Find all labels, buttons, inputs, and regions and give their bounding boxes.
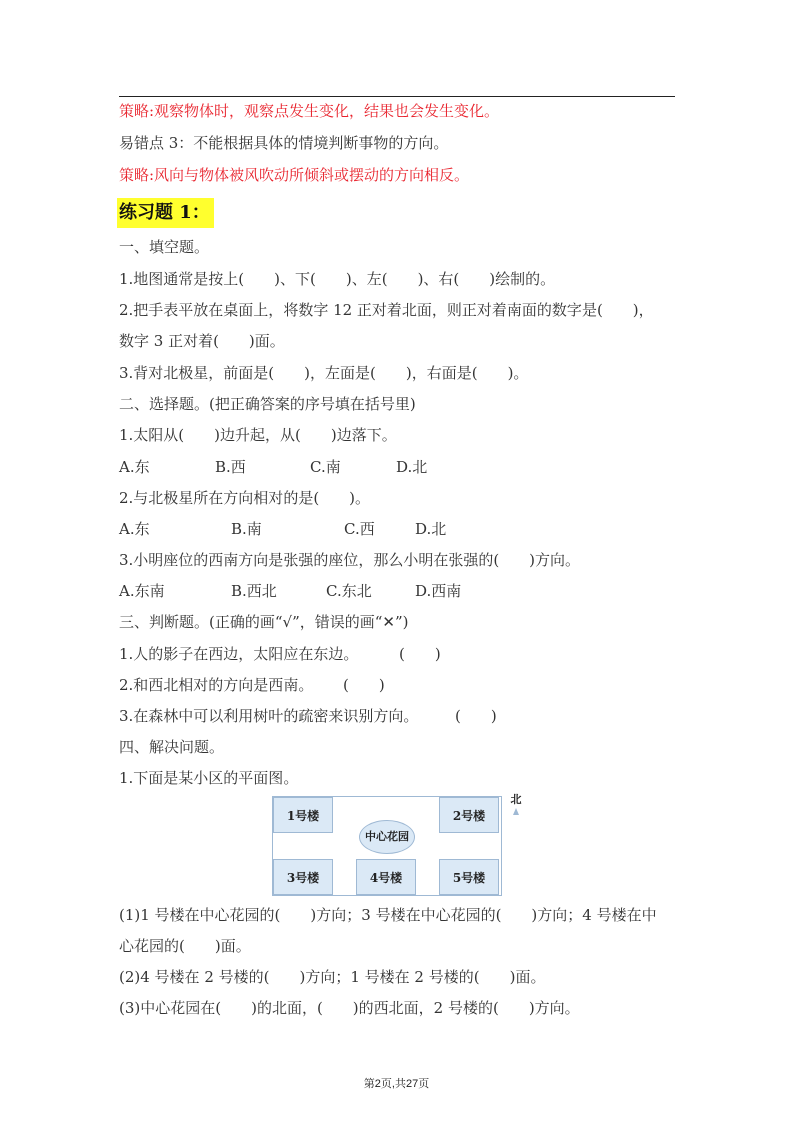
choice-q1-option-d: D.北: [396, 458, 428, 476]
problem-sub2: (2)4 号楼在 2 号楼的( )方向；1 号楼在 2 号楼的( )面。: [119, 968, 546, 986]
page-number: 第2页,共27页: [363, 1078, 430, 1090]
fill-q1: 1.地图通常是按上( )、下( )、左( )、右( )绘制的。: [119, 270, 556, 288]
fill-q2-line1: 2.把手表平放在桌面上，将数字 12 正对着北面，则正对着南面的数字是( )，: [119, 301, 654, 319]
choice-q3-option-a: A.东南: [119, 582, 165, 600]
choice-q2-option-c: C.西: [344, 520, 375, 538]
choice-q2-options: [119, 519, 519, 539]
building-3: 3号楼: [273, 859, 333, 895]
section-3-title: 三、判断题。(正确的画“√”，错误的画“✕”): [119, 613, 409, 631]
problem-sub3: (3)中心花园在( )的北面，( )的西北面，2 号楼的( )方向。: [119, 999, 580, 1017]
choice-q1-option-b: B.西: [215, 458, 246, 476]
choice-q3-option-d: D.西南: [415, 582, 462, 600]
choice-q2: 2.与北极星所在方向相对的是( )。: [119, 489, 371, 507]
building-2: 2号楼: [439, 797, 499, 833]
north-label: 北: [510, 793, 522, 806]
judge-q2: 2.和西北相对的方向是西南。: [119, 676, 314, 694]
problem-sub1-line2: 心花园的( )面。: [119, 937, 251, 955]
choice-q1-options: [119, 457, 519, 477]
building-1: 1号楼: [273, 797, 333, 833]
choice-q3-option-b: B.西北: [231, 582, 277, 600]
section-4-title: 四、解决问题。: [119, 738, 225, 756]
choice-q1-option-a: A.东: [119, 458, 150, 476]
judge-q3: 3.在森林中可以利用树叶的疏密来识别方向。: [119, 707, 419, 725]
judge-q1: 1.人的影子在西边，太阳应在东边。: [119, 645, 359, 663]
choice-q2-option-b: B.南: [231, 520, 262, 538]
north-indicator: [506, 794, 526, 815]
choice-q3: 3.小明座位的西南方向是张强的座位，那么小明在张强的( )方向。: [119, 551, 581, 569]
choice-q3-option-c: C.东北: [326, 582, 372, 600]
section-1-title: 一、填空题。: [119, 238, 210, 256]
choice-q1: 1.太阳从( )边升起，从( )边落下。: [119, 426, 397, 444]
problem-q1: 1.下面是某小区的平面图。: [119, 769, 299, 787]
exercise-title: 练习题 1：: [117, 198, 214, 228]
judge-q2-blank: ( ): [343, 676, 385, 694]
judge-q1-blank: ( ): [399, 645, 441, 663]
strategy-2: 策略:风向与物体被风吹动所倾斜或摆动的方向相反。: [119, 166, 470, 184]
choice-q2-option-d: D.北: [415, 520, 447, 538]
building-5: 5号楼: [439, 859, 499, 895]
choice-q2-option-a: A.东: [119, 520, 150, 538]
fill-q3: 3.背对北极星，前面是( )，左面是( )，右面是( )。: [119, 364, 529, 382]
neighborhood-map: [272, 796, 502, 896]
judge-q3-blank: ( ): [455, 707, 497, 725]
section-2-title: 二、选择题。(把正确答案的序号填在括号里): [119, 395, 416, 413]
strategy-1: 策略:观察物体时，观察点发生变化，结果也会发生变化。: [119, 102, 500, 120]
problem-sub1-line1: (1)1 号楼在中心花园的( )方向；3 号楼在中心花园的( )方向；4 号楼在中: [119, 906, 657, 924]
header-rule: [119, 96, 675, 97]
building-4: 4号楼: [356, 859, 416, 895]
error-point-3: 易错点 3：不能根据具体的情境判断事物的方向。: [119, 134, 449, 152]
choice-q1-option-c: C.南: [310, 458, 341, 476]
central-garden: 中心花园: [359, 820, 415, 854]
north-arrow-icon: [513, 808, 519, 815]
fill-q2-line2: 数字 3 正对着( )面。: [119, 332, 285, 350]
choice-q3-options: [119, 581, 519, 601]
